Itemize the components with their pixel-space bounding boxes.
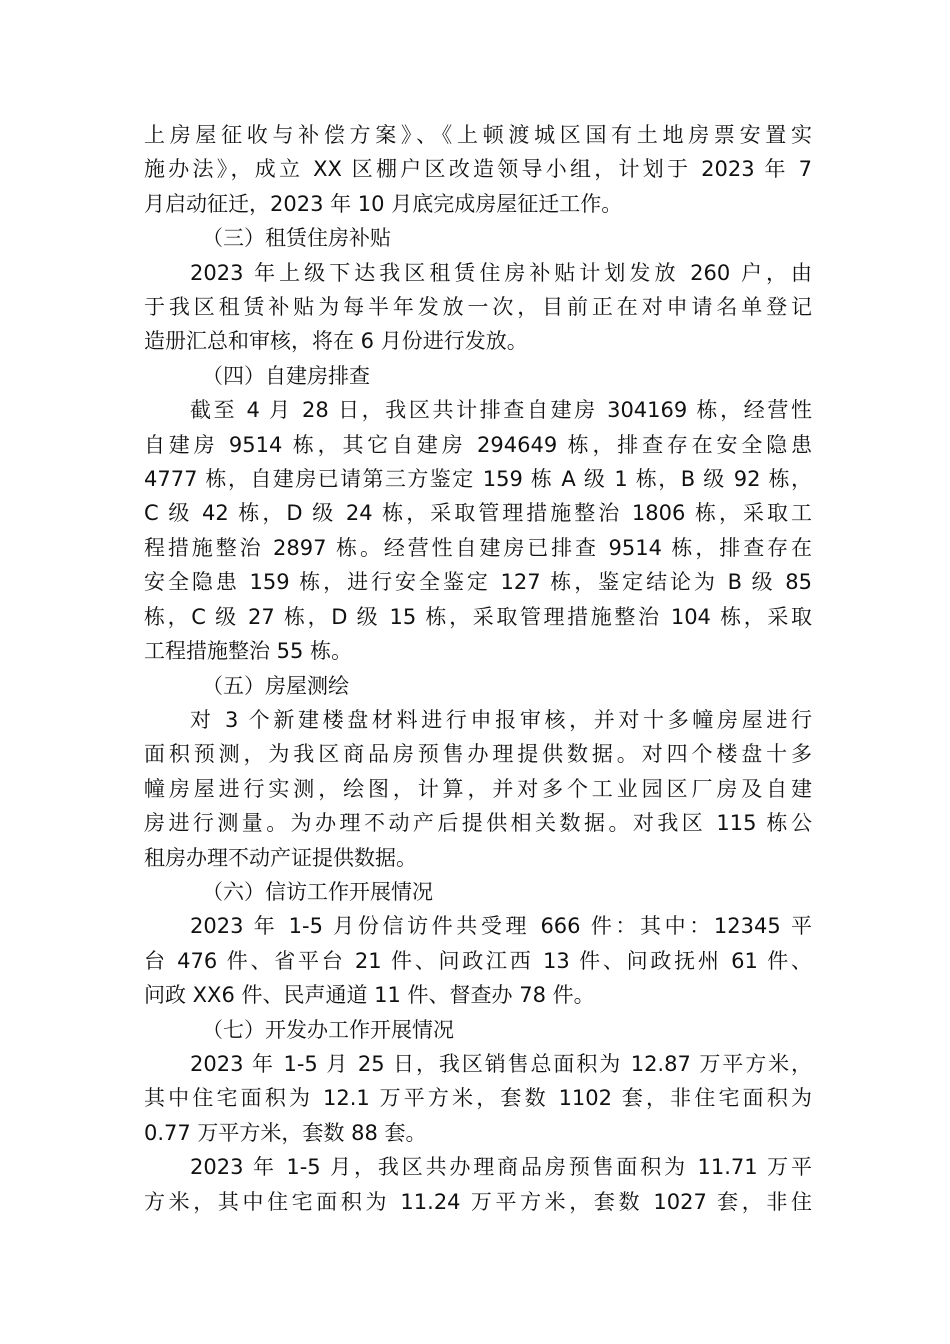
text-line: 房进行测量。为办理不动产后提供相关数据。对我区 115 栋公 xyxy=(144,811,812,836)
text-line: 台 476 件、省平台 21 件、问政江西 13 件、问政抚州 61 件、 xyxy=(144,948,812,973)
text-line: 上房屋征收与补偿方案》、《上顿渡城区国有土地房票安置实 xyxy=(144,123,812,147)
text-line: 施办法》，成立 XX 区棚户区改造领导小组，计划于 2023 年 7 xyxy=(144,157,812,182)
section-heading-petitions xyxy=(144,875,812,909)
text-line: 2023 年上级下达我区租赁住房补贴计划发放 260 户，由 xyxy=(190,260,812,285)
text-line: 问政 XX6 件、民声通道 11 件、督查办 78 件。 xyxy=(144,983,595,1008)
text-line: 程措施整治 2897 栋。经营性自建房已排查 9514 栋，排查存在 xyxy=(144,535,812,560)
paragraph-sales-area xyxy=(144,1047,812,1150)
text-line: 其中住宅面积为 12.1 万平方米，套数 1102 套，非住宅面积为 xyxy=(144,1086,812,1111)
text-line: 面积预测，为我区商品房预售办理提供数据。对四个楼盘十多 xyxy=(144,742,812,767)
document-page xyxy=(144,118,812,1219)
text-line: 截至 4 月 28 日，我区共计排查自建房 304169 栋，经营性 xyxy=(190,398,812,423)
text-line: 幢房屋进行实测，绘图，计算，并对多个工业园区厂房及自建 xyxy=(144,776,812,801)
text-line: 2023 年 1-5 月份信访件共受理 666 件：其中：12345 平 xyxy=(190,914,812,939)
text-line: 于我区租赁补贴为每半年发放一次，目前正在对申请名单登记 xyxy=(144,295,812,320)
heading-text: （五）房屋测绘 xyxy=(202,673,349,698)
text-line: 自建房 9514 栋，其它自建房 294649 栋，排查存在安全隐患 xyxy=(144,432,812,457)
text-line: 2023 年 1-5 月，我区共办理商品房预售面积为 11.71 万平 xyxy=(190,1155,812,1180)
text-line: 租房办理不动产证提供数据。 xyxy=(144,845,417,870)
text-line: 栋，C 级 27 栋，D 级 15 栋，采取管理措施整治 104 栋，采取 xyxy=(144,604,812,629)
paragraph-house-surveying xyxy=(144,703,812,875)
text-line: 方米，其中住宅面积为 11.24 万平方米，套数 1027 套，非住 xyxy=(144,1189,812,1214)
section-heading-rental-subsidy xyxy=(144,221,812,255)
section-heading-house-surveying xyxy=(144,669,812,703)
text-line: 4777 栋，自建房已请第三方鉴定 159 栋 A 级 1 栋，B 级 92 栋， xyxy=(144,467,812,492)
text-line: 安全隐患 159 栋，进行安全鉴定 127 栋，鉴定结论为 B 级 85 xyxy=(144,570,812,595)
heading-text: （六）信访工作开展情况 xyxy=(202,879,433,904)
paragraph-1 xyxy=(144,118,812,221)
text-line: 月启动征迁，2023 年 10 月底完成房屋征迁工作。 xyxy=(144,191,623,216)
paragraph-petitions xyxy=(144,909,812,1012)
heading-text: （四）自建房排查 xyxy=(202,363,370,388)
section-heading-self-built-inspection xyxy=(144,359,812,393)
text-line: 工程措施整治 55 栋。 xyxy=(144,639,353,664)
text-line: 对 3 个新建楼盘材料进行申报审核，并对十多幢房屋进行 xyxy=(190,707,812,732)
section-heading-development-office xyxy=(144,1013,812,1047)
paragraph-self-built-inspection xyxy=(144,393,812,668)
paragraph-rental-subsidy xyxy=(144,256,812,359)
text-line: C 级 42 栋，D 级 24 栋，采取管理措施整治 1806 栋，采取工 xyxy=(144,501,812,526)
text-line: 造册汇总和审核，将在 6 月份进行发放。 xyxy=(144,329,528,354)
heading-text: （七）开发办工作开展情况 xyxy=(202,1017,454,1042)
text-line: 0.77 万平方米，套数 88 套。 xyxy=(144,1120,427,1145)
text-line: 2023 年 1-5 月 25 日，我区销售总面积为 12.87 万平方米， xyxy=(190,1051,812,1076)
heading-text: （三）租赁住房补贴 xyxy=(202,226,391,251)
paragraph-presale-area xyxy=(144,1150,812,1219)
